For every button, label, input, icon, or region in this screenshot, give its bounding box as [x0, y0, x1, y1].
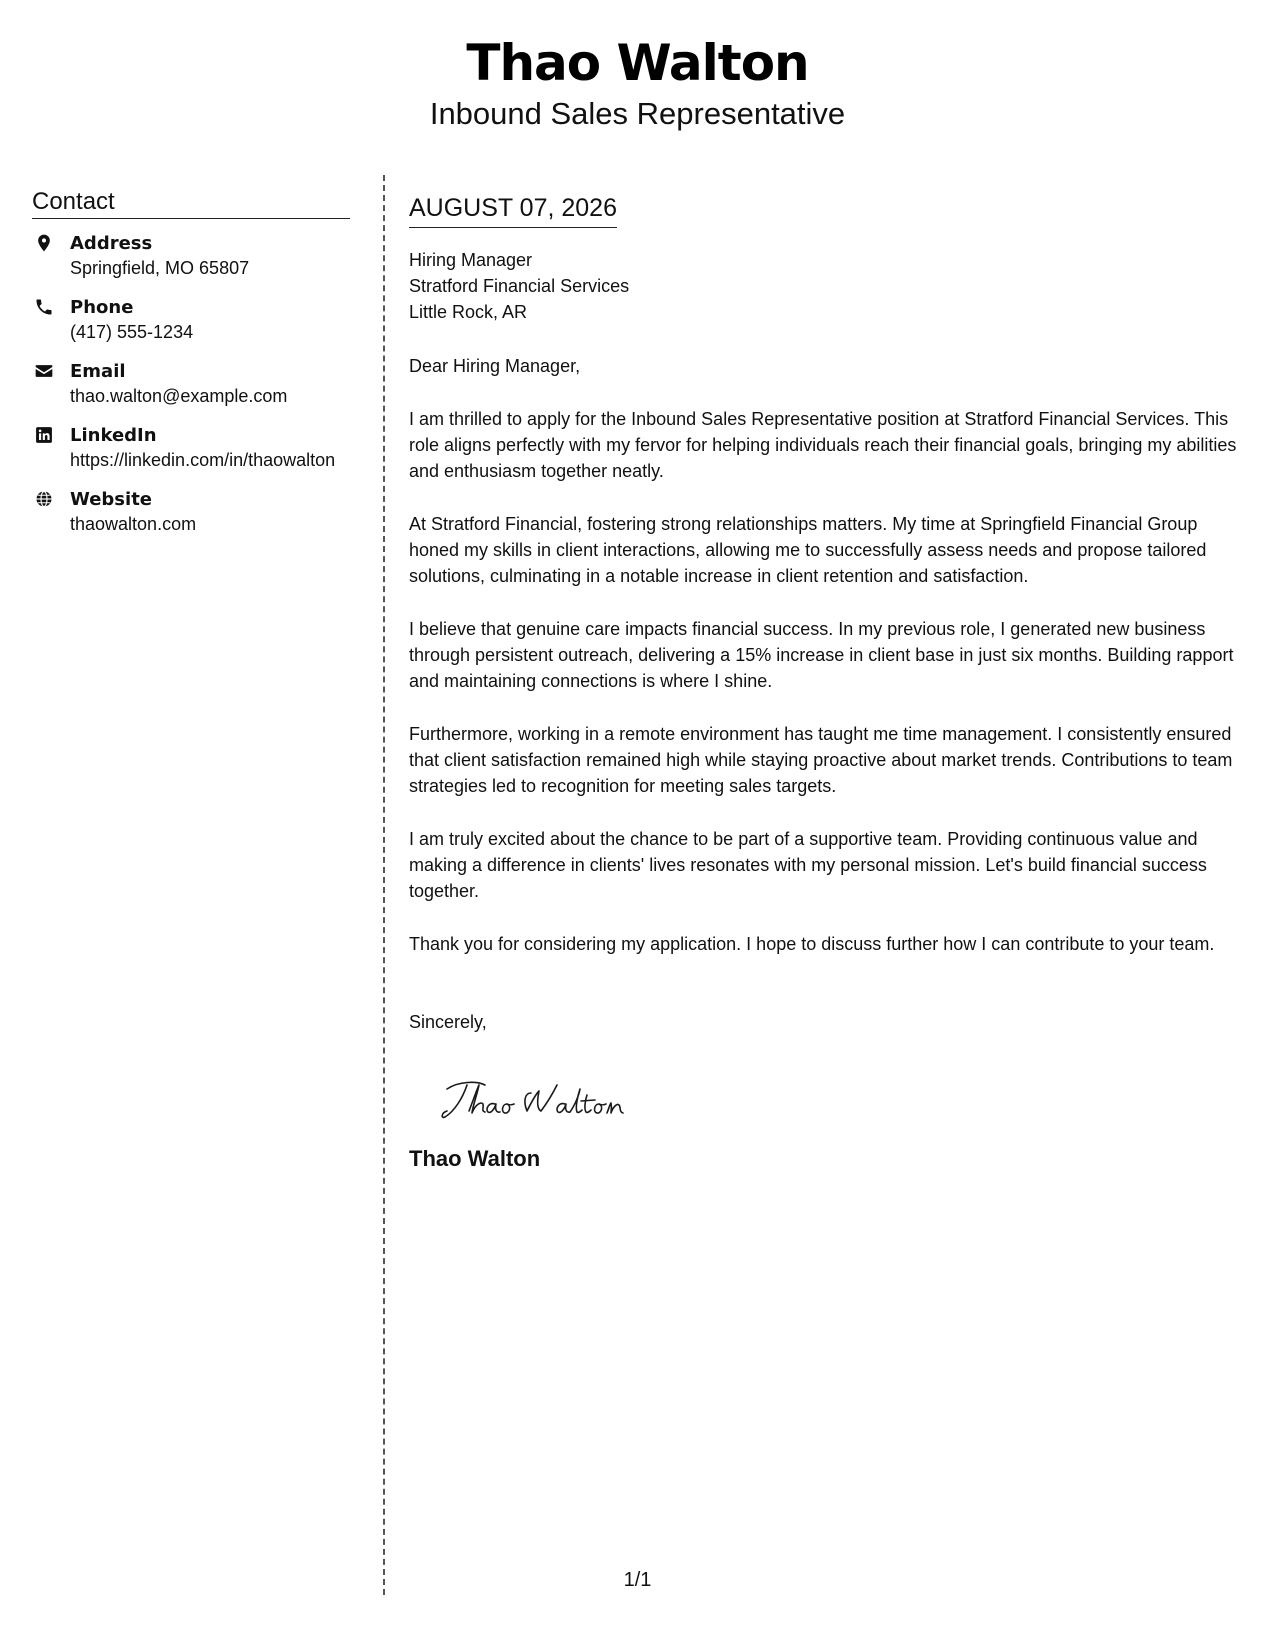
signer-name: Thao Walton [409, 1146, 541, 1171]
handwritten-signature [439, 1071, 1249, 1131]
contact-value: thaowalton.com [70, 514, 197, 534]
salutation: Dear Hiring Manager, [409, 356, 581, 376]
contact-item-address [32, 231, 350, 281]
contact-item-website [32, 487, 350, 537]
page-number: 1/1 [623, 1569, 652, 1591]
letter-header [0, 32, 1275, 134]
letter-body [409, 193, 1249, 1173]
recipient-line: Stratford Financial Services [409, 276, 630, 296]
contact-value: https://linkedin.com/in/thaowalton [70, 450, 336, 470]
contact-item-linkedin [32, 423, 350, 473]
closing: Sincerely, [409, 1012, 487, 1032]
recipient-line: Hiring Manager [409, 250, 533, 270]
letter-paragraph: At Stratford Financial, fostering strong relationships matters. My time at Springfield Financial Group honed my skills in client interactions, allowing me to successfully assess needs and propose tailored solutions, culminating in a notable increase in client retention and satisfaction. [409, 514, 1207, 586]
globe-icon [34, 489, 54, 509]
recipient-block [409, 247, 1249, 325]
contact-sidebar [32, 188, 350, 551]
recipient-line: Little Rock, AR [409, 302, 528, 322]
contact-section-title: Contact [32, 188, 350, 219]
column-divider [383, 175, 385, 1595]
contact-list [32, 231, 350, 537]
contact-item-email [32, 359, 350, 409]
envelope-icon [34, 361, 54, 381]
letter-paragraph: I believe that genuine care impacts financial success. In my previous role, I generated new business through persistent outreach, delivering a 15% increase in client base in just six months. Building rapport and maintaining connections is where I shine. [409, 619, 1234, 691]
phone-icon [34, 297, 54, 317]
contact-value: (417) 555-1234 [70, 322, 194, 342]
contact-value: thao.walton@example.com [70, 386, 288, 406]
letter-paragraph: I am thrilled to apply for the Inbound Sales Representative position at Stratford Financial Services. This role aligns perfectly with my fervor for helping individuals reach their financial goals, bringing my abilities and enthusiasm together neatly. [409, 409, 1237, 481]
letter-paragraph: Furthermore, working in a remote environment has taught me time management. I consistently ensured that client satisfaction remained high while staying proactive about market trends. Contributions to team strategies led to recognition for meeting sales targets. [409, 724, 1233, 796]
applicant-name: Thao Walton [466, 34, 809, 92]
contact-label: Address [70, 233, 153, 254]
letter-paragraph: Thank you for considering my application. I hope to discuss further how I can contribute to your team. [409, 934, 1215, 954]
linkedin-icon [34, 425, 54, 445]
contact-label: Website [70, 489, 153, 510]
letter-paragraph: I am truly excited about the chance to be part of a supportive team. Providing continuous value and making a difference in clients' lives resonates with my personal mission. Let's build financial success together. [409, 829, 1207, 901]
contact-item-phone [32, 295, 350, 345]
contact-label: Phone [70, 297, 134, 318]
letter-date: AUGUST 07, 2026 [409, 193, 617, 228]
contact-label: LinkedIn [70, 425, 157, 446]
contact-value: Springfield, MO 65807 [70, 258, 250, 278]
applicant-title: Inbound Sales Representative [429, 96, 846, 131]
contact-label: Email [70, 361, 126, 382]
map-pin-icon [34, 233, 54, 253]
